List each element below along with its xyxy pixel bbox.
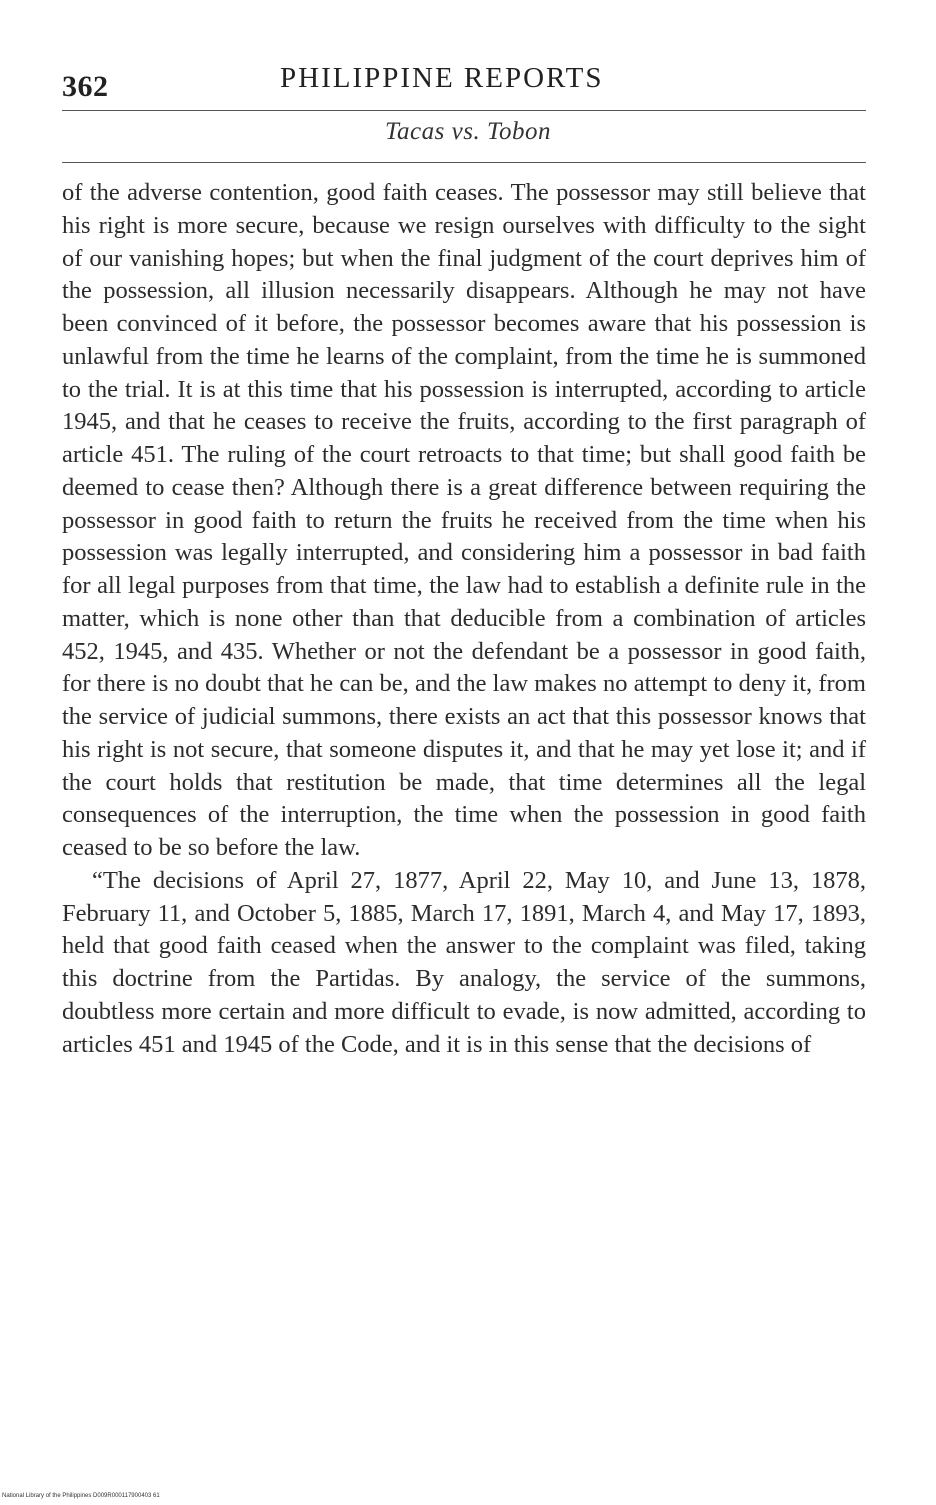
paragraph-2: “The decisions of April 27, 1877, April 22, May 10, and June 13, 1878, February 11, and October 5, 1885, March 17, 1891, March 4, and May 17, 1893, held that good faith ceased when the answer to the complaint was filed, taking this doctrine from the Partidas. By analogy, the service of the summons, doubtless more certain and more difficult to evade, is now admitted, according to articles 451 and 1945 of the Code, and it is in this sense that the decisions of xyxy=(62,866,866,1058)
case-title: Tacas vs. Tobon xyxy=(384,118,552,145)
paragraph-1: of the adverse contention, good faith ceases. The possessor may still believe that his right is more secure, because we resign ourselves with difficulty to the sight of our vanishing hopes; but when the final judgment of the court deprives him of the possession, all illusion necessarily disappears. Although he may not have been convinced of it before, the possessor becomes aware that his possession is unlawful from the time he learns of the complaint, from the time he is summoned to the trial. It is at this time that his possession is interrupted, according to article 1945, and that he ceases to receive the fruits, according to the first paragraph of article 451. The ruling of the court retroacts to that time; but shall good faith be deemed to cease then? Although there is a great difference between requiring the possessor in good faith to return the fruits he received from the time when his possession was legally interrupted, and considering him a possessor in bad faith for all legal purposes from that time, the law had to establish a definite rule in the matter, which is none other than that deducible from a combination of articles 452, 1945, and 435. Whether or not the defendant be a possessor in good faith, for there is no doubt that he can be, and the law makes no attempt to deny it, from the service of judicial summons, there exists an act that this possessor knows that his right is not secure, that someone disputes it, and that he may yet lose it; and if the court holds that restitution be made, that time determines all the legal consequences of the interruption, the time when the possession in good faith ceased to be so before the law. xyxy=(62,179,866,861)
page-number: 362 xyxy=(62,70,109,103)
header-rule-top xyxy=(62,110,866,111)
body-text xyxy=(62,177,866,1061)
scan-source-id: National Library of the Philippines D009R000117900403 61 xyxy=(2,1493,160,1499)
header-rule-bottom xyxy=(62,162,866,163)
running-title: PHILIPPINE REPORTS xyxy=(280,62,604,94)
